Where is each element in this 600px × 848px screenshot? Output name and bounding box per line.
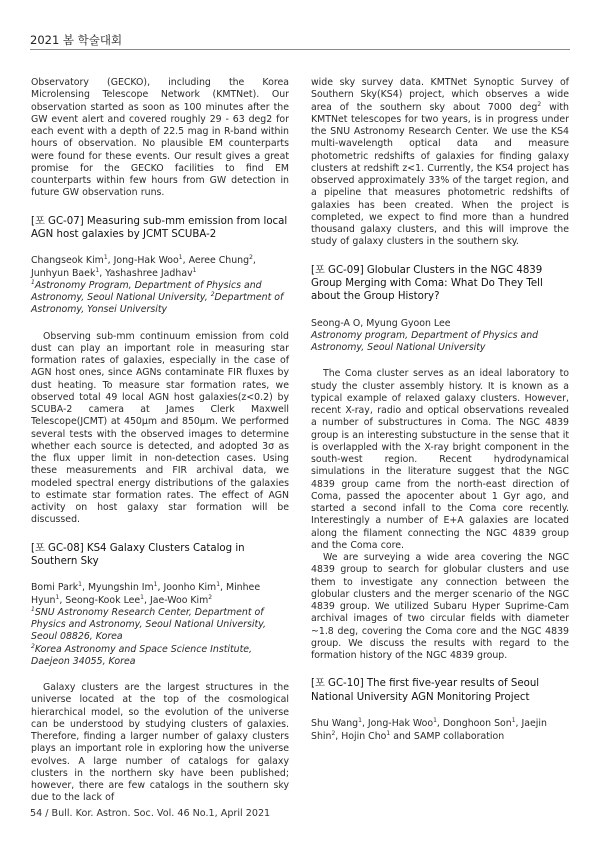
affil-mark: 1	[358, 717, 362, 725]
gc09-affiliation: Astronomy program, Department of Physics and Astronomy, Seoul National University	[311, 329, 539, 354]
author-name: , Jong-Hak Woo	[361, 718, 434, 730]
author-name: , Jae-Woo Kim	[144, 594, 209, 606]
author-name: and SAMP collaboration	[390, 730, 505, 742]
affil-mark: 2	[331, 729, 336, 737]
author-name: Changseok Kim	[31, 255, 104, 267]
gc08-affiliation-2	[31, 644, 289, 669]
author-name: Shu Wang	[311, 718, 359, 730]
gc08-affiliation-1	[31, 607, 289, 644]
affil-mark: 1	[103, 254, 108, 262]
author-name: , Donghoon Son	[436, 718, 512, 730]
gc09-authors: Seong-A O, Myung Gyoon Lee	[311, 317, 451, 329]
gc08-abstract-end	[311, 77, 569, 249]
paragraph-text: with KMTNet telescopes for two years, is in progress under the SNU Astronomy Research Center. We use the KS4 multi-wavelength optical data and measure photometric redshifts of galaxies for finding galaxy clusters at redshift z<1. Currently, the KS4 project has observed approximately 33% of the target region, and a pipeline that measures photometric redshifts of galaxies has been created. When the project is completed, we expect to find more than a hundred thousand galaxy clusters, and this will improve the study of galaxy clusters in the southern sky.	[311, 101, 569, 248]
author-name: , Aeree Chung	[182, 255, 250, 267]
author-name: , Hojin Cho	[335, 730, 387, 742]
gc08-authors	[31, 582, 289, 607]
affiliation-text: Department of Astronomy, Yonsei University	[31, 292, 284, 316]
affiliation-text: SNU Astronomy Research Center, Department of Physics and Astronomy, Seoul National University, Seoul 08826, Korea	[31, 606, 266, 643]
paragraph-text: wide sky survey data. KMTNet Synoptic Survey of Southern Sky(KS4) project, which observes a wide area of the southern sky about 7000 deg	[311, 77, 569, 113]
affil-mark: 1	[78, 581, 82, 589]
page-footer: 54 / Bull. Kor. Astron. Soc. Vol. 46 No.1, April 2021	[30, 808, 271, 819]
gc07-title: [포 GC-07] Measuring sub-mm emission from local AGN host galaxies by JCMT SCUBA-2	[31, 215, 288, 240]
affil-mark: 1	[433, 717, 437, 725]
gc10-title: [포 GC-10] The first five-year results of Seoul National University AGN Monitoring Project	[311, 678, 540, 703]
gc07-authors	[31, 255, 289, 280]
author-name: , Jaejin Shin	[311, 718, 547, 742]
gc10-authors	[311, 718, 569, 743]
gc06-paragraph-end: Observatory (GECKO), including the Korea Microlensing Telescope Network (KMTNet). Our observation started as soon as 100 minutes after the GW event alert and covered roughly 29 - 63 deg2 for each event with a depth of 22.5 mag in R-band within hours of observation. No plausible EM counterparts were found for these events. Our result gives a great promise for the GECKO facilities to find EM counterparts within few hours from GW detection in future GW observation runs.	[31, 77, 289, 199]
affil-mark: 1	[216, 581, 221, 589]
gc09-title: [포 GC-09] Globular Clusters in the NGC 4839 Group Merging with Coma: What Do They Tell about the Group History?	[311, 264, 543, 303]
affil-mark: 1	[31, 605, 35, 613]
gc07-abstract: Observing sub-mm continuum emission from cold dust can play an important role in measuring star formation rates of galaxies, especially in the case of AGN host ones, since AGNs contaminate FIR fluxes by dust heating. To measure star formation rates, we observed total 49 local AGN host galaxies(z<0.2) by SCUBA-2 camera at James Clerk Maxwell Telescope(JCMT) at 450μm and 850μm. We performed several tests with the observed images to determine whether each source is detected, and adopted 3σ as the flux upper limit in non-detection cases. Using these measurements and FIR archival data, we modeled spectral energy distributions of the galaxies to estimate star formation rates. The effect of AGN activity on host galaxy star formation will be discussed.	[31, 330, 289, 526]
affil-mark: 1	[153, 581, 158, 589]
gc07-affiliation	[31, 280, 289, 317]
gc08-title: [포 GC-08] KS4 Galaxy Clusters Catalog in Southern Sky	[31, 542, 245, 567]
affiliation-text: Astronomy Program, Department of Physics and Astronomy, Seoul National University,	[31, 279, 262, 304]
affil-mark: 1	[192, 266, 197, 274]
author-name: , Junhyun Baek	[31, 255, 256, 279]
affiliation-text: Korea Astronomy and Space Science Institute, Daejeon 34055, Korea	[31, 643, 253, 667]
affil-mark: 1	[140, 593, 144, 601]
author-name: , Jong-Hak Woo	[107, 255, 179, 267]
affil-mark: 1	[31, 278, 35, 286]
affil-mark: 2	[31, 642, 35, 650]
affil-mark: 1	[55, 593, 60, 601]
author-name: , Yashashree Jadhav	[99, 267, 193, 279]
author-name: , Minhee Hyun	[31, 582, 261, 606]
affil-mark: 1	[95, 266, 100, 274]
affil-mark: 1	[386, 729, 391, 737]
affil-mark: 2	[208, 593, 213, 601]
author-name: , Joonho Kim	[157, 582, 217, 594]
left-column	[31, 77, 289, 805]
affil-mark: 2	[210, 291, 215, 299]
running-header: 2021 봄 학술대회	[30, 33, 123, 47]
superscript: 2	[537, 100, 542, 108]
gc09-abstract-2: We are surveying a wide area covering the NGC 4839 group to search for globular clusters and use them to investigate any connection between the globular clusters and the merger scenario of the NGC 4839 group. We utilized Subaru Hyper Suprime-Cam archival images of two circular fields with diameter ~1.8 deg, covering the Coma core and the NGC 4839 group. We discuss the results with regard to the formation history of the NGC 4839 group.	[311, 552, 569, 662]
author-name: , Seong-Kook Lee	[59, 594, 141, 606]
gc09-abstract-1: The Coma cluster serves as an ideal laboratory to study the cluster assembly history. It is known as a typical example of relaxed galaxy clusters. However, recent X-ray, radio and optical observations revealed a number of substructures in Coma. The NGC 4839 group is an interesting substucture in the sense that it is overlappled with the X-ray bright component in the south-west region. Recent hydrodynamical simulations in the literature suggest that the NGC 4839 group came from the north-east direction of Coma, passed the apocenter about 1 Gyr ago, and started a second infall to the Coma core recently. Interestingly a number of E+A galaxies are located along the filament connecting the NGC 4839 group and the Coma core.	[311, 368, 569, 551]
header-rule	[30, 49, 570, 50]
affil-mark: 1	[178, 254, 183, 262]
author-name: Bomi Park	[31, 582, 79, 594]
affil-mark: 2	[249, 254, 253, 262]
gc08-abstract-start: Galaxy clusters are the largest structures in the universe located at the top of the cosmological hierarchical model, so the evolution of the universe can be understood by studying clusters of galaxies. Therefore, finding a larger number of galaxy clusters plays an important role in exploring how the universe evolves. A large number of catalogs for galaxy clusters in the northern sky have been published; however, there are few catalogs in the southern sky due to the lack of	[31, 682, 289, 804]
right-column	[311, 77, 569, 743]
author-name: , Myungshin Im	[81, 582, 154, 594]
affil-mark: 1	[511, 717, 516, 725]
